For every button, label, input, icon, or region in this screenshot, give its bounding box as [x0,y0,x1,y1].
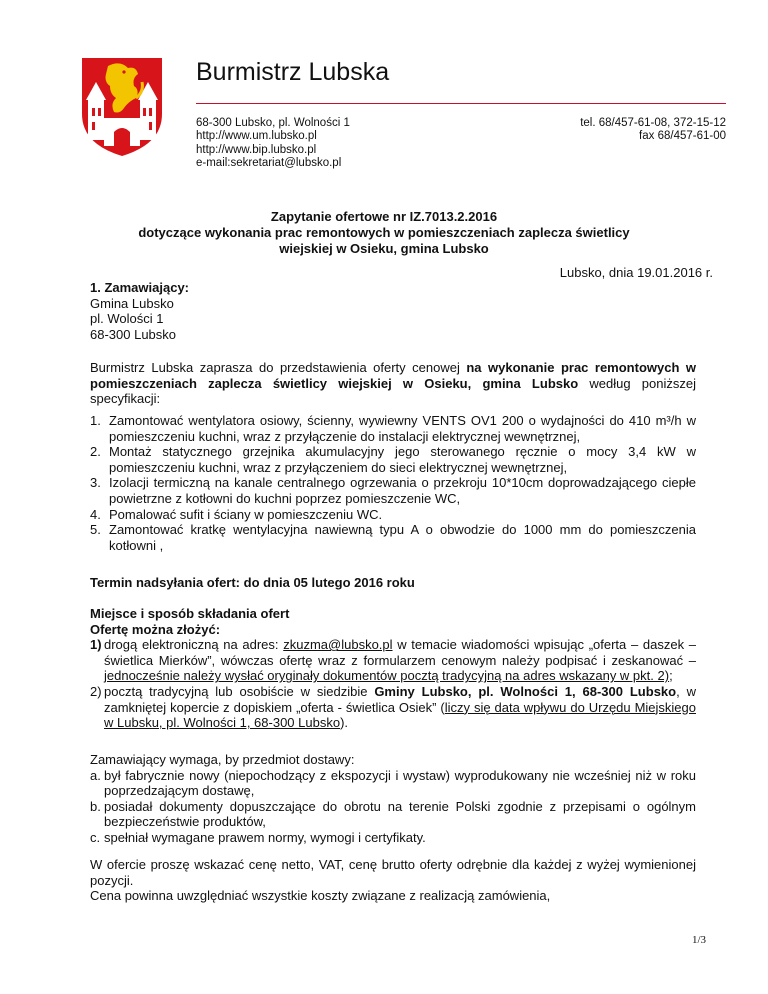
price-note: W ofercie proszę wskazać cenę netto, VAT, cenę brutto oferty odrębnie dla każdej z wyżej wymienionej pozycji. Cena powinna uwzględniać wszystkie koszty związane z realizacją zamówienia, [90,857,696,904]
website-link[interactable]: http://www.um.lubsko.pl [196,130,317,143]
submission-option-2: 2) pocztą tradycyjną lub osobiście w siedzibie Gminy Lubsko, pl. Wolności 1, 68-300 Lubsko, w zamkniętej kopercie z dopiskiem „oferta - świetlica Osiek” (liczy się data wpływu do Urzędu Miejskiego w Lubsku, pl. Wolności 1, 68-300 Lubsko). [90,683,696,731]
client-line: Gmina Lubsko [90,295,174,311]
list-item: c. spełniał wymagane prawem normy, wymogi i certyfikaty. [90,829,426,845]
deadline: Termin nadsyłania ofert: do dnia 05 lutego 2016 roku [90,575,415,590]
list-item: 4. Pomalować sufit i ściany w pomieszczeniu WC. [90,506,383,522]
submission-subheading: Ofertę można złożyć: [90,621,221,637]
address-block [196,117,350,171]
spec-list [90,413,696,553]
client-section [90,280,189,342]
contact-email-link[interactable]: zkuzma@lubsko.pl [283,637,393,653]
list-item: 3. Izolacji termiczną na kanale centralnego ogrzewania o przekroju 10*10cm doprowadzającego ciepłe powietrzne z kotłowni do kuchni poprzez pomieszczenie WC, [90,475,696,506]
submission-heading: Miejsce i sposób składania ofert [90,606,290,621]
submission-option-1: 1) drogą elektroniczną na adres: zkuzma@lubsko.pl w temacie wiadomości wpisując „oferta – daszek – świetlica Mierków”, wówczas ofertę wraz z formularzem cenowym należy podpisać i zeskanować – jednocześnie należy wysłać oryginały dokumentów pocztą tradycyjną na adres wskazany w pkt. 2); [90,637,696,684]
email-link[interactable]: e-mail:sekretariat@lubsko.pl [196,157,342,170]
document-date: Lubsko, dnia 19.01.2016 r. [559,265,713,280]
list-item: 1. Zamontować wentylatora osiowy, ścienny, wywiewny VENTS OV1 200 o wydajności do 410 m³/h w pomieszczeniu kuchni, wraz z przyłączenie do instalacji elektrycznej wewnętrznej, [90,413,696,444]
crest-logo [80,56,164,158]
page-number: 1/3 [691,934,706,946]
list-item: 2. Montaż statycznego grzejnika akumulacyjny jego sterowanego ręcznie o mocy 3,4 kW w pomieszczeniu kuchni, wraz z przyłączeniem do sieci elektrycznej wewnętrznej, [90,444,696,475]
client-line: pl. Wolości 1 [90,311,164,327]
document-title [0,209,768,257]
list-item: 5. Zamontować kratkę wentylacyjna nawiewną typu A o obwodzie do 1000 mm do pomieszczenia kotłowni , [90,522,696,553]
bip-link[interactable]: http://www.bip.lubsko.pl [196,143,317,156]
intro-paragraph: Burmistrz Lubska zaprasza do przedstawienia oferty cenowej na wykonanie prac remontowych w pomieszczeniach zaplecza świetlicy wiejskiej w Osieku, gmina Lubsko według poniższej specyfikacji: [90,360,697,407]
list-item: b. posiadał dokumenty dopuszczające do obrotu na terenie Polski zgodnie z przepisami o ogólnym bezpieczeństwie produktów, [90,798,696,830]
fax-number: fax 68/457-61-00 [639,130,726,143]
submission-section [90,606,696,731]
phone-number: tel. 68/457-61-08, 372-15-12 [580,117,726,129]
contact-block [580,117,726,144]
title-line: wiejskiej w Osieku, gmina Lubsko [279,241,489,256]
address-line: 68-300 Lubsko, pl. Wolności 1 [196,117,350,129]
title-line: Zapytanie ofertowe nr IZ.7013.2.2016 [270,209,498,224]
header-divider [196,103,726,104]
client-line: 68-300 Lubsko [90,326,177,342]
client-heading: 1. Zamawiający: [90,280,189,295]
requirements-intro: Zamawiający wymaga, by przedmiot dostawy: [90,752,355,767]
requirements-section [90,752,696,846]
requirements-list [90,768,696,846]
title-line: dotyczące wykonania prac remontowych w pomieszczeniach zaplecza świetlicy [138,225,630,240]
org-name: Burmistrz Lubska [196,58,390,86]
list-item: a. był fabrycznie nowy (niepochodzący z ekspozycji i wystaw) wyprodukowany nie wcześniej niż w roku poprzedzającym dostawę, [90,767,696,799]
